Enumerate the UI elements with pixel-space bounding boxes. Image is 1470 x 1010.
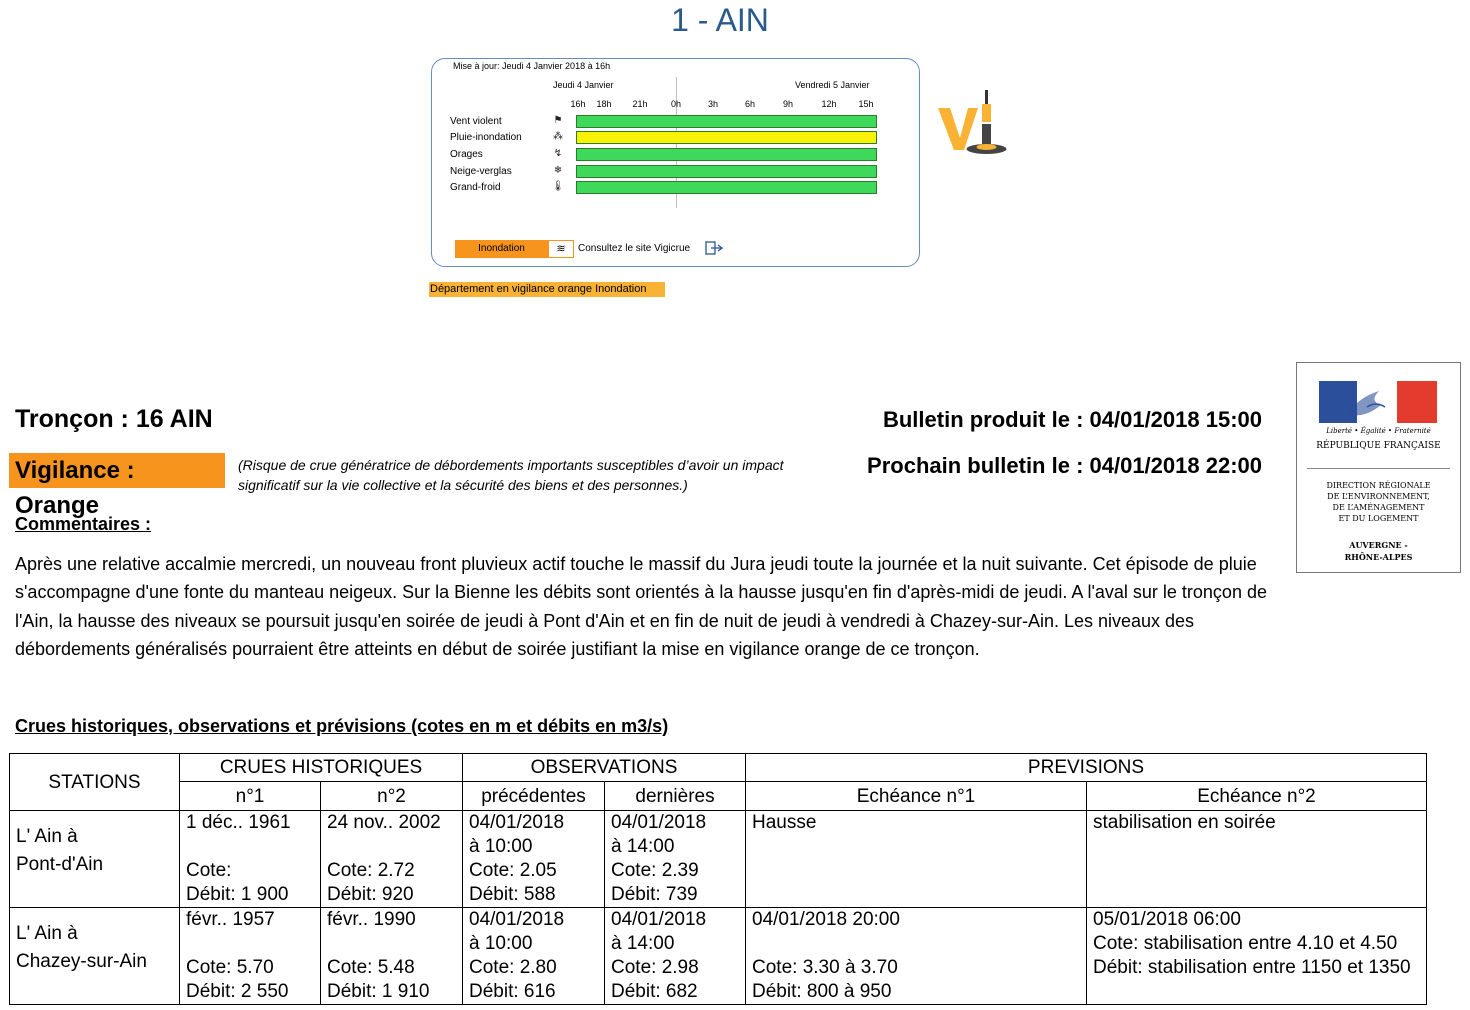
hour-label: 21h: [632, 99, 648, 109]
flood-waves-icon: ≋: [548, 240, 574, 258]
header-obs-precedentes: précédentes: [463, 782, 605, 811]
obs-dernieres-cell: 04/01/2018 à 14:00 Cote: 2.39 Débit: 739: [605, 811, 746, 908]
prochain-bulletin-date: Prochain bulletin le : 04/01/2018 22:00: [867, 453, 1262, 478]
hour-label: 16h: [570, 99, 586, 109]
header-echeance-2: Echéance n°2: [1087, 782, 1427, 811]
table-row: [10, 811, 1427, 908]
hour-label: 15h: [858, 99, 874, 109]
republique-francaise-logo: [1296, 362, 1461, 573]
header-crue-n2: n°2: [321, 782, 463, 811]
echeance-1-cell: Hausse: [746, 811, 1087, 908]
echeance-2-cell: 05/01/2018 06:00 Cote: stabilisation entre 4.10 et 4.50 Débit: stabilisation entre 1150 et 1350: [1087, 908, 1427, 1005]
vigilance-level-badge: Vigilance : Orange: [9, 453, 225, 488]
obs-precedentes-cell: 04/01/2018 à 10:00 Cote: 2.80 Débit: 616: [463, 908, 605, 1005]
echeance-1-cell: 04/01/2018 20:00 Cote: 3.30 à 3.70 Débit: 800 à 950: [746, 908, 1087, 1005]
hour-label: 18h: [596, 99, 612, 109]
header-crues-historiques: CRUES HISTORIQUES: [180, 754, 463, 782]
header-previsions: PREVISIONS: [746, 754, 1427, 782]
rain-flood-icon: ⁂: [553, 131, 563, 142]
risk-description: (Risque de crue génératrice de débordements importants susceptibles d’avoir un impact significatif sur la vie collective et la sécurité des biens et des personnes.): [238, 457, 784, 493]
wind-level-bar: [576, 115, 877, 128]
crue-1-cell: févr.. 1957 Cote: 5.70 Débit: 2 550: [180, 908, 321, 1005]
table-row: [10, 908, 1427, 1005]
inondation-badge: Inondation: [455, 240, 548, 258]
crue-2-cell: 24 nov.. 2002 Cote: 2.72 Débit: 920: [321, 811, 463, 908]
rain-level-bar: [576, 131, 877, 144]
hour-label: 9h: [782, 99, 793, 109]
meteo-row-label: Pluie-inondation: [450, 132, 522, 143]
meteo-day1: Jeudi 4 Janvier: [553, 80, 614, 90]
thermometer-icon: 🌡: [551, 181, 565, 192]
hour-label: 6h: [744, 99, 755, 109]
cold-level-bar: [576, 181, 877, 194]
republic-name: RÉPUBLIQUE FRANÇAISE: [1316, 441, 1441, 451]
meteo-vigilance-panel: [431, 58, 920, 267]
header-crue-n1: n°1: [180, 782, 321, 811]
logo-divider: [1307, 468, 1450, 469]
header-echeance-1: Echéance n°1: [746, 782, 1087, 811]
vigicrue-link[interactable]: Consultez le site Vigicrue: [578, 243, 691, 254]
storm-level-bar: [576, 148, 877, 161]
marianne-flag-icon: [1319, 381, 1437, 423]
meteo-row-label: Neige-verglas: [450, 166, 512, 177]
station-name: L' Ain à Pont-d'Ain: [10, 811, 180, 908]
meteo-day2: Vendredi 5 Janvier: [795, 80, 870, 90]
meteo-row-label: Vent violent: [450, 116, 502, 127]
snow-level-bar: [576, 165, 877, 178]
table-title: Crues historiques, observations et prévisions (cotes en m et débits en m3/s): [15, 716, 669, 736]
external-link-icon[interactable]: [705, 240, 723, 256]
snow-ice-icon: ❄: [553, 165, 563, 176]
dreal-name: DIRECTION RÉGIONALE DE L’ENVIRONNEMENT, DE L’AMÉNAGEMENT ET DU LOGEMENT: [1326, 481, 1431, 523]
crue-1-cell: 1 déc.. 1961 Cote: Débit: 1 900: [180, 811, 321, 908]
meteo-row-label: Grand-froid: [450, 182, 501, 193]
page-title: 1 - AIN: [671, 2, 769, 38]
header-obs-dernieres: dernières: [605, 782, 746, 811]
department-vigilance-banner: Département en vigilance orange Inondation: [429, 282, 665, 297]
hour-label: 3h: [707, 99, 718, 109]
comments-title: Commentaires :: [15, 514, 152, 534]
meteo-update-time: Mise à jour: Jeudi 4 Janvier 2018 à 16h: [453, 61, 611, 71]
vigilance-logo-icon: [936, 86, 1010, 160]
bulletin-produit-date: Bulletin produit le : 04/01/2018 15:00: [882, 407, 1262, 432]
crue-2-cell: févr.. 1990 Cote: 5.48 Débit: 1 910: [321, 908, 463, 1005]
header-observations: OBSERVATIONS: [463, 754, 746, 782]
meteo-row-label: Orages: [450, 149, 483, 160]
republic-motto: Liberté • Égalité • Fraternité: [1326, 427, 1431, 435]
comments-body: Après une relative accalmie mercredi, un nouveau front pluvieux actif touche le massif du Jura jeudi toute la journée et la nuit suivante. Cet épisode de pluie s'accompagne d'une fonte du manteau neigeux. Sur la Bienne les débits sont orientés à la hausse jusqu'en fin d'après-midi de jeudi. A l'aval sur le tronçon de l'Ain, la hausse des niveaux se poursuit jusqu'en soirée de jeudi à Pont d'Ain et en fin de nuit de jeudi à vendredi à Chazey-sur-Ain. Les niveaux des débordements généralisés pourraient être atteints en début de soirée justifiant la mise en vigilance orange de ce tronçon.: [15, 554, 1267, 659]
region-name: AUVERGNE - RHÔNE-ALPES: [1344, 540, 1413, 562]
obs-precedentes-cell: 04/01/2018 à 10:00 Cote: 2.05 Débit: 588: [463, 811, 605, 908]
station-name: L' Ain à Chazey-sur-Ain: [10, 908, 180, 1005]
header-stations: STATIONS: [10, 754, 180, 811]
wind-icon: ⚑: [553, 115, 563, 126]
crues-table: [9, 753, 1427, 1005]
storm-icon: ↯: [553, 148, 563, 159]
hour-label: 0h: [670, 99, 681, 109]
troncon-title: Tronçon : 16 AIN: [15, 405, 213, 433]
obs-dernieres-cell: 04/01/2018 à 14:00 Cote: 2.98 Débit: 682: [605, 908, 746, 1005]
hour-label: 12h: [821, 99, 837, 109]
echeance-2-cell: stabilisation en soirée: [1087, 811, 1427, 908]
